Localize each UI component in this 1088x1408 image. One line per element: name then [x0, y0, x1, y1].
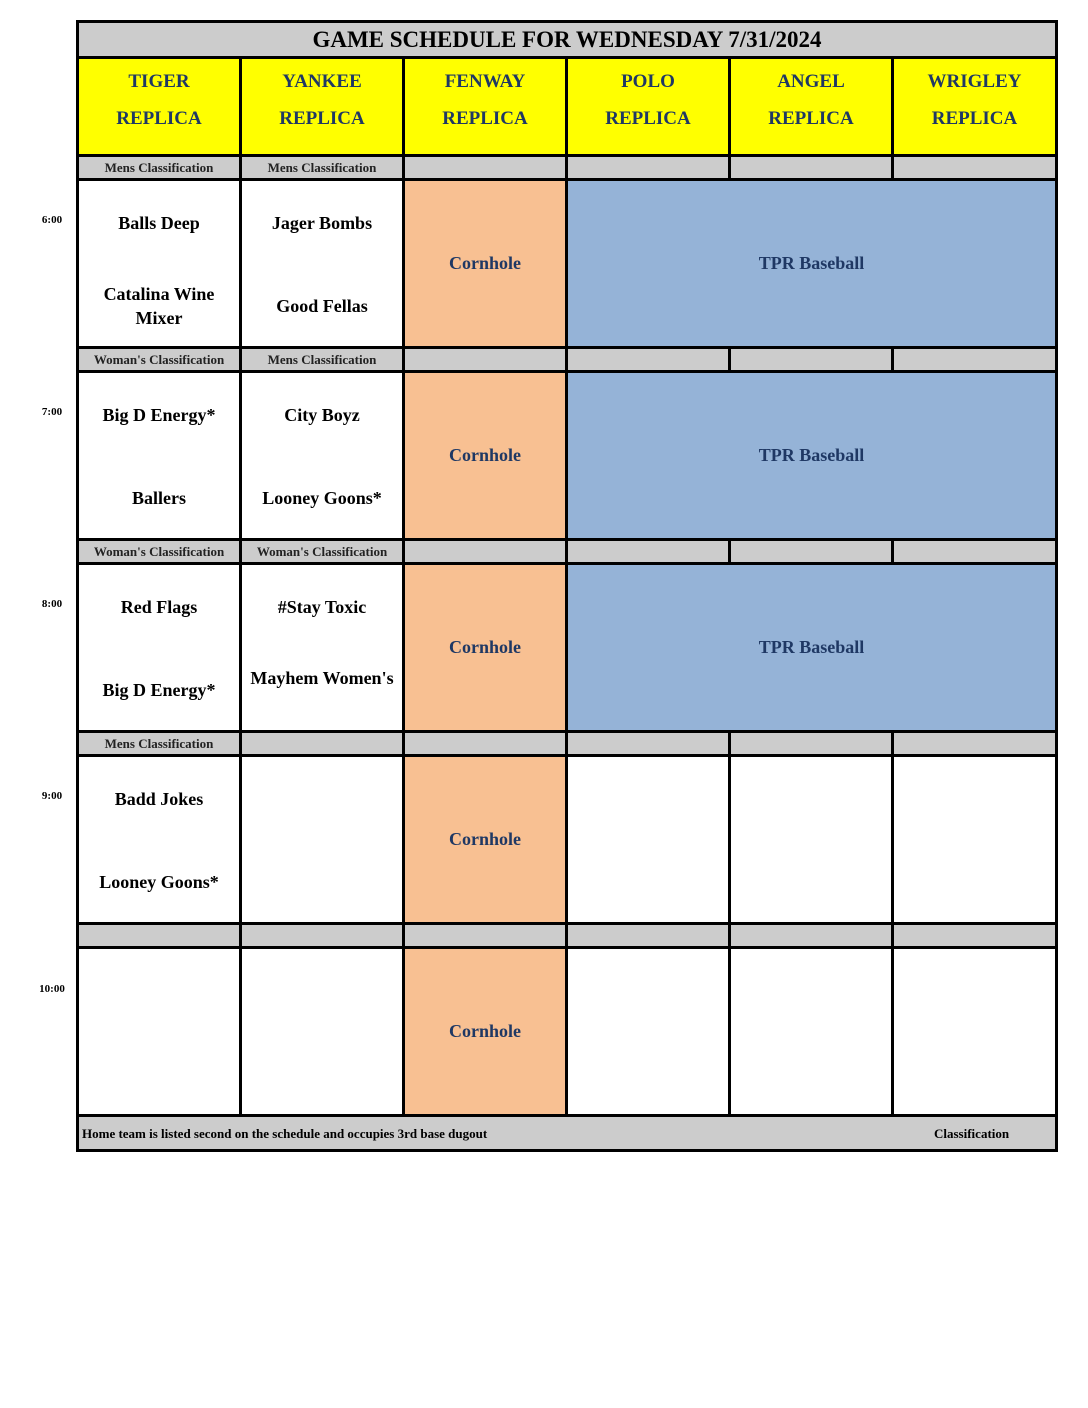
away-team: Badd Jokes — [114, 789, 204, 809]
classification-blank — [405, 541, 565, 562]
game-cell-tiger — [79, 181, 239, 346]
classification-label: Mens Classification — [79, 157, 239, 178]
empty-game-cell — [731, 949, 891, 1114]
classification-blank — [405, 925, 565, 946]
empty-game-cell — [894, 757, 1055, 922]
tpr-baseball-cell: TPR Baseball — [568, 373, 1055, 538]
away-team: Big D Energy* — [102, 405, 216, 425]
home-team: Big D Energy* — [102, 680, 216, 700]
away-team: #Stay Toxic — [277, 597, 367, 617]
tpr-baseball-cell: TPR Baseball — [568, 181, 1055, 346]
classification-blank — [405, 733, 565, 754]
field-header-fenway — [405, 59, 565, 154]
field-header-yankee — [242, 59, 402, 154]
home-team: Looney Goons* — [99, 872, 219, 892]
cornhole-cell: Cornhole — [405, 373, 565, 538]
classification-blank — [405, 349, 565, 370]
empty-game-cell — [731, 757, 891, 922]
field-header-wrigley — [894, 59, 1055, 154]
away-team: Jager Bombs — [271, 213, 373, 233]
classification-blank — [731, 925, 891, 946]
empty-game-cell — [568, 757, 728, 922]
field-name: FENWAY — [444, 71, 526, 92]
home-team: Looney Goons* — [262, 488, 382, 508]
tpr-baseball-cell: TPR Baseball — [568, 565, 1055, 730]
time-label: 8:00 — [41, 598, 63, 610]
footer-note: Home team is listed second on the schedule and occupies 3rd base dugout — [82, 1126, 488, 1141]
field-name: TIGER — [128, 71, 190, 92]
classification-blank — [568, 349, 728, 370]
game-cell-yankee — [242, 181, 402, 346]
footer-classification: Classification — [934, 1126, 1010, 1141]
empty-game-cell — [894, 949, 1055, 1114]
field-header-angel — [731, 59, 891, 154]
home-team: Ballers — [132, 488, 186, 508]
game-cell-yankee — [242, 565, 402, 730]
field-name: WRIGLEY — [927, 71, 1022, 92]
game-cell-tiger — [79, 373, 239, 538]
schedule-title: GAME SCHEDULE FOR WEDNESDAY 7/31/2024 — [79, 23, 1055, 56]
home-team: Mayhem Women's — [250, 668, 394, 688]
field-sub: REPLICA — [116, 108, 202, 129]
field-sub: REPLICA — [768, 108, 854, 129]
time-label: 9:00 — [41, 790, 63, 802]
cornhole-cell: Cornhole — [405, 181, 565, 346]
field-name: POLO — [621, 71, 675, 92]
classification-blank — [894, 541, 1055, 562]
classification-label: Mens Classification — [79, 733, 239, 754]
away-team: Balls Deep — [118, 213, 200, 233]
field-sub: REPLICA — [442, 108, 528, 129]
classification-blank — [894, 349, 1055, 370]
classification-label — [242, 925, 402, 946]
field-header-tiger — [79, 59, 239, 154]
classification-label — [79, 925, 239, 946]
classification-blank — [405, 157, 565, 178]
game-cell-tiger — [79, 757, 239, 922]
field-header-polo — [568, 59, 728, 154]
game-cell-yankee — [242, 757, 402, 922]
classification-label: Mens Classification — [242, 349, 402, 370]
field-sub: REPLICA — [279, 108, 365, 129]
cornhole-cell: Cornhole — [405, 949, 565, 1114]
footer-note-bar — [79, 1117, 1055, 1149]
classification-blank — [568, 925, 728, 946]
away-team: City Boyz — [284, 405, 360, 425]
cornhole-cell: Cornhole — [405, 565, 565, 730]
time-label: 7:00 — [41, 406, 63, 418]
field-sub: REPLICA — [605, 108, 691, 129]
cornhole-cell: Cornhole — [405, 757, 565, 922]
classification-label: Mens Classification — [242, 157, 402, 178]
home-team: Catalina Wine Mixer — [103, 284, 215, 328]
classification-blank — [731, 349, 891, 370]
classification-blank — [568, 541, 728, 562]
field-name: YANKEE — [282, 71, 362, 92]
classification-blank — [731, 733, 891, 754]
empty-game-cell — [79, 949, 239, 1114]
game-cell-tiger — [79, 565, 239, 730]
game-cell-yankee — [242, 373, 402, 538]
classification-label — [242, 733, 402, 754]
classification-blank — [568, 157, 728, 178]
field-name: ANGEL — [777, 71, 845, 92]
classification-blank — [894, 925, 1055, 946]
field-sub: REPLICA — [931, 108, 1018, 129]
classification-blank — [731, 541, 891, 562]
schedule-table — [76, 20, 1058, 1152]
classification-blank — [894, 733, 1055, 754]
time-label: 10:00 — [39, 983, 65, 995]
empty-game-cell — [568, 949, 728, 1114]
classification-label: Woman's Classification — [79, 541, 239, 562]
classification-label: Woman's Classification — [242, 541, 402, 562]
home-team: Good Fellas — [276, 296, 368, 316]
empty-game-cell — [242, 949, 402, 1114]
away-team: Red Flags — [120, 597, 198, 617]
time-label: 6:00 — [41, 214, 63, 226]
classification-blank — [894, 157, 1055, 178]
classification-blank — [731, 157, 891, 178]
classification-blank — [568, 733, 728, 754]
classification-label: Woman's Classification — [79, 349, 239, 370]
